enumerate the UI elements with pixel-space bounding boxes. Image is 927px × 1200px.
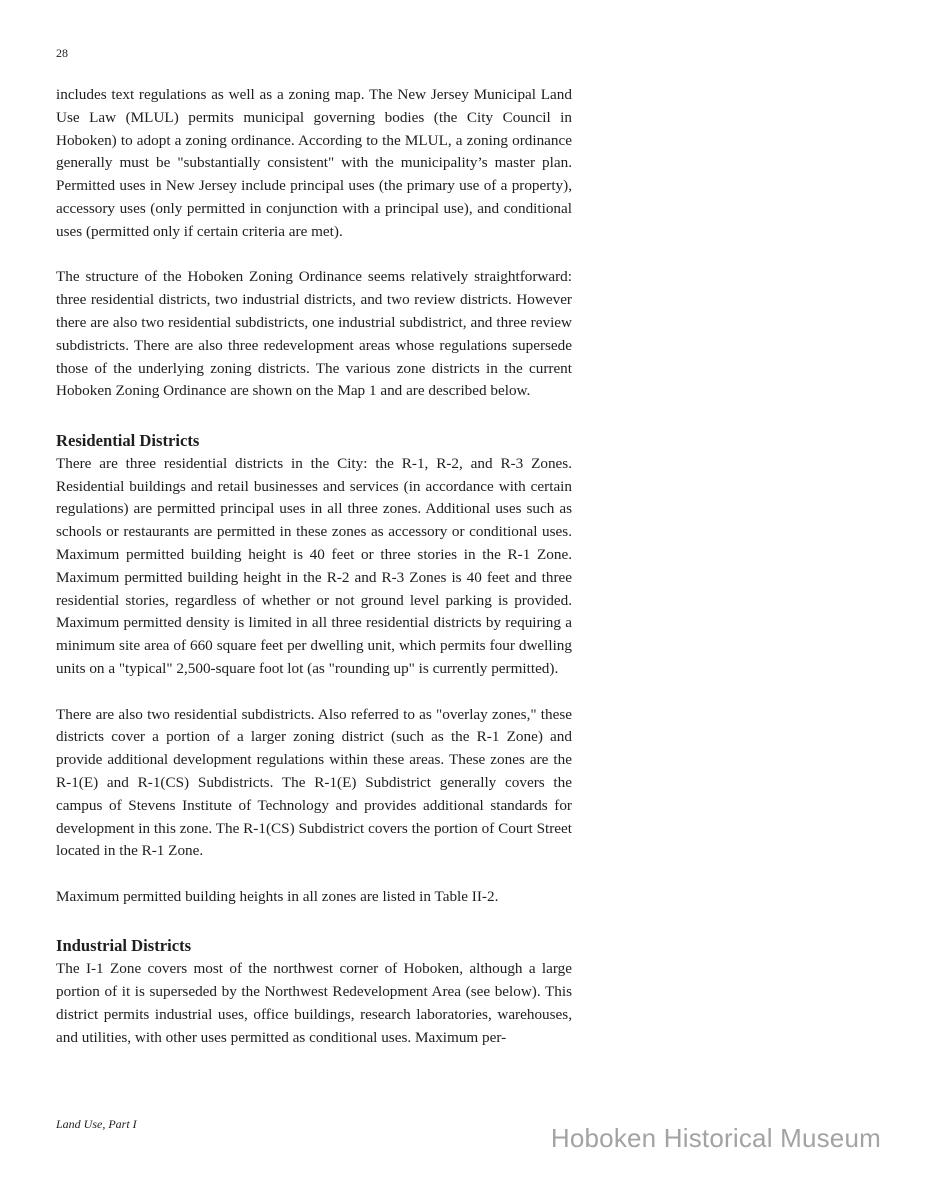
page-number: 28 <box>56 46 68 60</box>
paragraph-residential-subdistricts: There are also two residential subdistricts. Also referred to as "overlay zones," these districts cover a portion of a larger zoning district (such as the R-1 Zone) and provide additional development regulations within these areas. These zones are the R-1(E) and R-1(CS) Subdistricts. The R-1(E) Subdistrict generally covers the campus of Stevens Institute of Technology and provides additional standards for development in this zone. The R-1(CS) Subdistrict covers the portion of Court Street located in the R-1 Zone. <box>56 705 572 860</box>
heading-residential-districts: Residential Districts <box>56 430 200 450</box>
paragraph-zoning-intro: includes text regulations as well as a zoning map. The New Jersey Municipal Land Use Law (MLUL) permits municipal governing bodies (the City Council in Hoboken) to adopt a zoning ordinance. According to the MLUL, a zoning ordinance generally must be "substantially consistent" with the municipality’s master plan. Permitted uses in New Jersey include principal uses (the primary use of a property), accessory uses (only permitted in conjunction with a principal use), and conditional uses (permitted only if certain criteria are met). <box>56 86 572 240</box>
heading-industrial-districts: Industrial Districts <box>56 936 192 956</box>
paragraph-building-heights: Maximum permitted building heights in all zones are listed in Table II-2. <box>56 887 499 905</box>
footer-section-label: Land Use, Part I <box>56 1117 137 1131</box>
document-body <box>56 84 572 1049</box>
paragraph-ordinance-structure: The structure of the Hoboken Zoning Ordinance seems relatively straightforward: three residential districts, two industrial districts, and two review districts. However there are also two residential subdistricts, one industrial subdistrict, and three review subdistricts. There are also three redevelopment areas whose regulations supersede those of the underlying zoning districts. The various zone districts in the current Hoboken Zoning Ordinance are shown on the Map 1 and are described below. <box>56 268 572 400</box>
paragraph-industrial-districts: The I-1 Zone covers most of the northwest corner of Hoboken, although a large portion of it is superseded by the Northwest Redevelopment Area (see below). This district permits industrial uses, office buildings, research laboratories, warehouses, and utilities, with other uses permitted as conditional uses. Maximum per- <box>56 960 572 1046</box>
museum-watermark: Hoboken Historical Museum <box>550 1123 881 1153</box>
paragraph-residential-districts: There are three residential districts in the City: the R-1, R-2, and R-3 Zones. Residential buildings and retail businesses and services (in accordance with certain regulations) are permitted principal uses in all three zones. Additional uses such as schools or restaurants are permitted in these zones as accessory or conditional uses. Maximum permitted building height is 40 feet or three stories in the R-1 Zone. Maximum permitted building height in the R-2 and R-3 Zones is 40 feet and three residential stories, regardless of whether or not ground level parking is provided. Maximum permitted density is limited in all three residential districts by requiring a minimum site area of 660 square feet per dwelling unit, which permits four dwelling units on a "typical" 2,500-square foot lot (as "rounding up" is currently permitted). <box>56 454 572 677</box>
